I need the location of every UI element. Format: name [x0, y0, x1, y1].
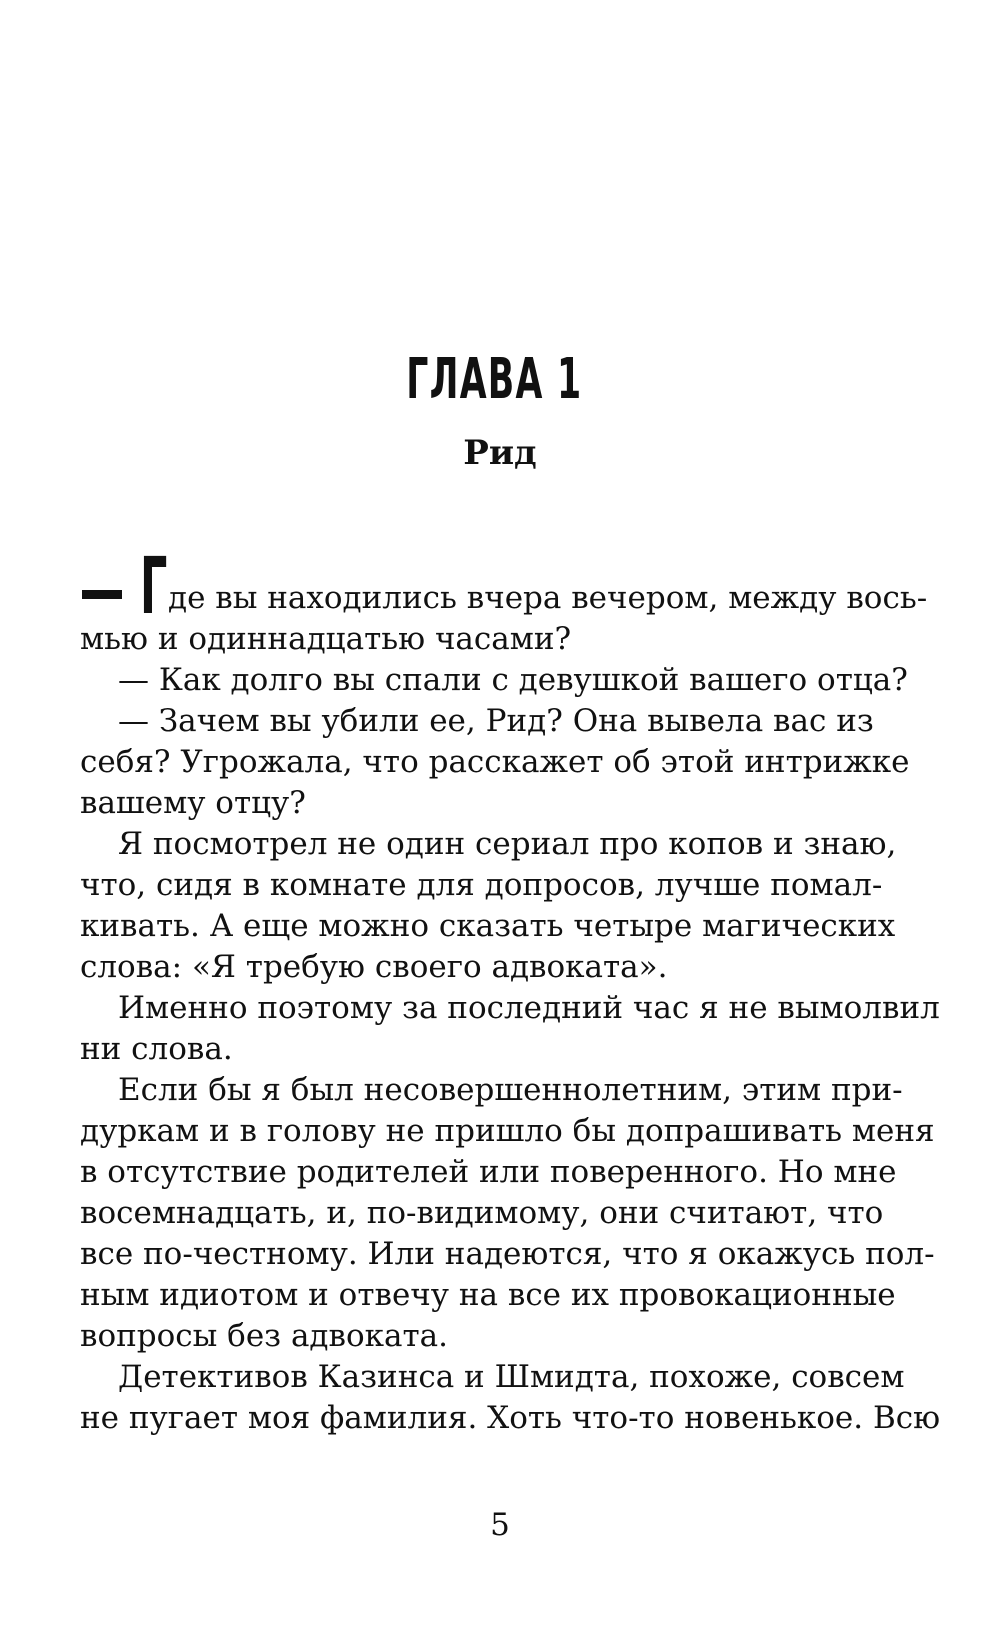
text-line: восемнадцать, и, по-видимому, они считают, что	[80, 1195, 884, 1231]
text-line: ным идиотом и отвечу на все их провокационные	[80, 1277, 896, 1313]
text-line: что, сидя в комнате для допросов, лучше помал-	[80, 867, 883, 903]
page-number: 5	[490, 1507, 510, 1543]
text-line: мью и одиннадцатью часами?	[80, 621, 572, 657]
text-line: Детективов Казинса и Шмидта, похоже, совсем	[118, 1359, 905, 1395]
text-line: ни слова.	[80, 1031, 233, 1067]
text-line: вашему отцу?	[80, 785, 306, 821]
text-line: кивать. А еще можно сказать четыре магических	[80, 908, 896, 944]
text-line: себя? Угрожала, что расскажет об этой интрижке	[80, 744, 910, 780]
text-line: Я посмотрел не один сериал про копов и знаю,	[118, 826, 897, 862]
text-line: — Как долго вы спали с девушкой вашего отца?	[118, 662, 908, 698]
chapter-title: ГЛАВА 1	[406, 347, 583, 412]
text-line: — Зачем вы убили ее, Рид? Она вывела вас из	[118, 703, 874, 739]
text-line: все по-честному. Или надеются, что я окажусь пол-	[80, 1236, 935, 1272]
text-line: не пугает моя фамилия. Хоть что-то новенькое. Всю	[80, 1400, 941, 1436]
dropcap-dash	[82, 590, 122, 599]
text-line: дуркам и в голову не пришло бы допрашивать меня	[80, 1113, 935, 1149]
chapter-subtitle: Рид	[463, 433, 537, 473]
text-line: Если бы я был несовершеннолетним, этим при-	[118, 1072, 903, 1108]
text-line: Именно поэтому за последний час я не вымолвил	[118, 990, 940, 1026]
dropcap-letter: Г	[140, 542, 168, 632]
text-line: в отсутствие родителей или поверенного. Но мне	[80, 1154, 897, 1190]
text-line: де вы находились вчера вечером, между вось-	[168, 580, 928, 616]
text-line: слова: «Я требую своего адвоката».	[80, 949, 668, 985]
text-line: вопросы без адвоката.	[80, 1318, 448, 1354]
